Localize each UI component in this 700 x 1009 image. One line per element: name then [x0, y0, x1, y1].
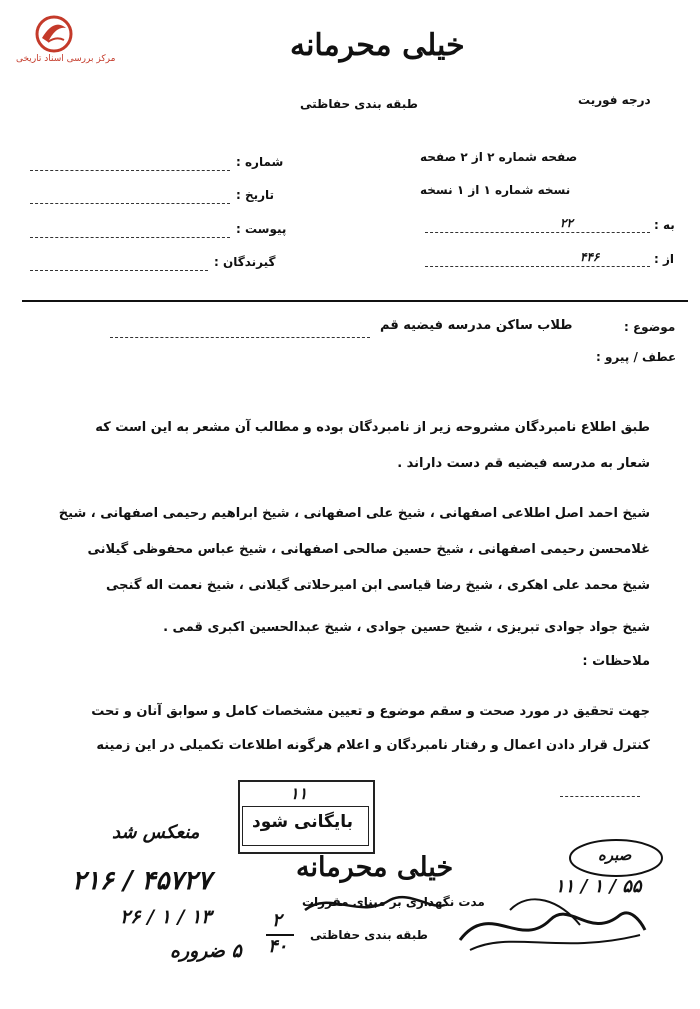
footer-title: خیلی محرمانه [296, 852, 454, 883]
signature-icon [450, 880, 650, 960]
body-line-7: ملاحظات : [582, 654, 650, 669]
recipients-dotline [30, 270, 208, 271]
body-line-8: جهت تحقیق در مورد صحت و سقم موضوع و تعیین مشخصات کامل و سوابق آنان و تحت [91, 704, 650, 719]
stamp-text: بایگانی شود [252, 812, 354, 832]
number-dotline [30, 170, 230, 171]
archive-logo-caption: مرکز بررسی اسناد تاریخی [16, 54, 116, 64]
handwritten-ref-number: ۲۱۶ / ۴۵۷۲۷ [72, 866, 212, 896]
classification-label: طبقه بندی حفاظتی [300, 97, 418, 111]
date-dotline [30, 203, 230, 204]
date-label: تاریخ : [236, 188, 275, 202]
subject-dotline [110, 337, 370, 338]
header-divider [22, 300, 688, 302]
body-line-5: شیخ محمد علی اهکری ، شیخ رضا قیاسی ابن امیرحلاتی گیلانی ، شیخ نعمت اله گنجی [105, 578, 650, 593]
archive-logo-icon [34, 14, 74, 54]
from-dotline [425, 266, 650, 267]
handwritten-archive-note: ۵ ضروره [170, 940, 242, 962]
body-line-2: شعار به مدرسه فیضیه قم دست داراند . [397, 456, 650, 471]
attachment-dotline [30, 237, 230, 238]
handwritten-fraction-bottom: ۴۰ [268, 936, 288, 957]
body-line-3: شیخ احمد اصل اطلاعی اصفهانی ، شیخ علی اصفهانی ، شیخ ابراهیم رحیمی اصفهانی ، شیخ [58, 506, 650, 521]
body-line-9: کنترل قرار دادن اعمال و رفتار نامبردگان و اعلام هرگونه اطلاعات تکمیلی در این زمینه [96, 738, 650, 753]
to-value: ۲۲ [560, 216, 573, 230]
subject-label: موضوع : [624, 320, 676, 334]
recipients-label: گیرندگان : [214, 255, 276, 269]
to-dotline [425, 232, 650, 233]
footer-note: مدت نگهداری بر مبنای مقررات [302, 895, 485, 909]
handwritten-right-stamp: صبره [598, 846, 632, 864]
body-line-6: شیخ جواد جوادی تبریزی ، شیخ حسین جوادی ، شیخ عبدالحسین اکبری قمی . [163, 620, 650, 635]
signature-scribble-icon [300, 880, 450, 930]
from-value: ۴۴۶ [580, 250, 600, 264]
body-line-1: طبق اطلاع نامبردگان مشروحه زیر از نامبردگان بوده و مطالب آن مشعر به این است که [95, 420, 650, 435]
handwritten-fraction-top: ۲ [272, 910, 282, 931]
from-label: از : [654, 252, 674, 266]
page-title: خیلی محرمانه [290, 28, 465, 63]
priority-label: درجه فوریت [578, 93, 651, 107]
handwritten-signature-note: منعکس شد [112, 822, 200, 843]
to-label: به : [654, 218, 675, 232]
pages-field: صفحه شماره ۲ از ۲ صفحه [420, 150, 578, 164]
footer-classification-label: طبقه بندی حفاظتی [310, 928, 428, 942]
stamp-number: ۱۱ [290, 784, 308, 803]
attachment-label: پیوست : [236, 222, 287, 236]
reference-label: عطف / پیرو : [596, 350, 677, 364]
number-label: شماره : [236, 155, 284, 169]
copies-field: نسخه شماره ۱ از ۱ نسخه [420, 183, 571, 197]
subject-value: طلاب ساکن مدرسه فیضیه قم [380, 318, 573, 333]
handwritten-date-note: ۲۶ / ۱ / ۱۳ [120, 906, 212, 928]
handwritten-right-date: ۱۱ / ۱ / ۵۵ [555, 876, 642, 897]
trailing-dotline [560, 796, 640, 797]
body-line-4: غلامحسن رحیمی اصفهانی ، شیخ حسین صالحی اصفهانی ، شیخ عباس محفوظی گیلانی [87, 542, 650, 557]
